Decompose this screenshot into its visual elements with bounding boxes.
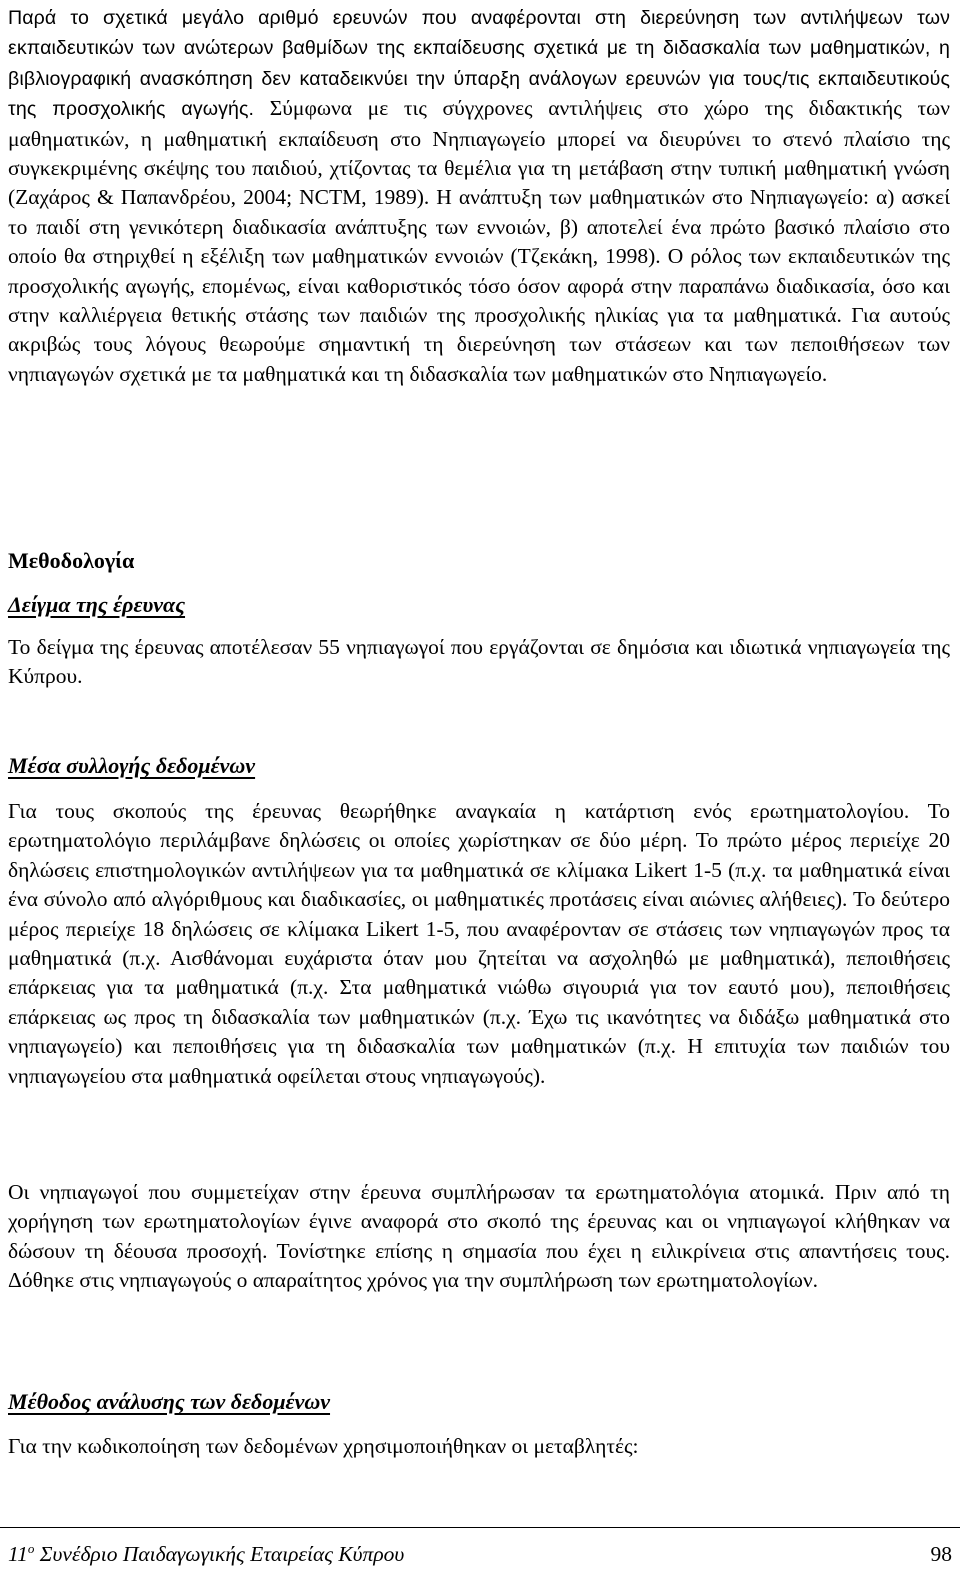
instruments-paragraph-2 [8, 1178, 950, 1296]
instruments-text-1: Για τους σκοπούς της έρευνας θεωρήθηκε αναγκαία η κατάρτιση ενός ερωτηματολογίου. Το ερωτηματολόγιο περιλάμβανε δηλώσεις οι οποίες χωρίστηκαν σε δύο μέρη. Το πρώτο μέρος περιείχε 20 δηλώσεις επιστημολογικών αντιλήψεων για τα μαθηματικά σε κλίμακα Likert 1-5 (π.χ. τα μαθηματικά είναι ένα σύνολο από αλγόριθμους και διαδικασίες, οι μαθηματικές προτάσεις είναι αιώνιες αλήθειες). Το δεύτερο μέρος περιείχε 18 δηλώσεις σε κλίμακα Likert 1-5, που αναφέρονταν σε στάσεις των νηπιαγωγών προς τα μαθηματικά (π.χ. Αισθάνομαι ευχάριστα όταν μου ζητείται να ασχοληθώ με μαθηματικά), πεποιθήσεις επάρκειας για τα μαθηματικά (π.χ. Στα μαθηματικά νιώθω σιγουριά για τον εαυτό μου), πεποιθήσεις επάρκειας ως προς τη διδασκαλία των μαθηματικών (π.χ. Έχω τις ικανότητες να διδάξω μαθηματικά στο νηπιαγωγείο) και πεποιθήσεις για τη διδασκαλία των μαθηματικών (π.χ. Η επιτυχία των παιδιών του νηπιαγωγείου στα μαθηματικά οφείλεται στους νηπιαγωγούς). [8, 799, 950, 1088]
conference-ordinal-suffix: ο [27, 1540, 35, 1556]
instruments-paragraph-1 [8, 797, 950, 1091]
sample-text: Το δείγμα της έρευνας αποτέλεσαν 55 νηπιαγωγοί που εργάζονται σε δημόσια και ιδιωτικά νηπιαγωγεία της Κύπρου. [8, 635, 950, 689]
conference-name: Συνέδριο Παιδαγωγικής Εταιρείας Κύπρου [34, 1542, 405, 1566]
intro-part-c: NCTM, 1989). Η ανάπτυξη των μαθηματικών στο Νηπιαγωγείο: α) ασκεί το παιδί στη γενικότερη διαδικασία ανάπτυξης των εννοιών, β) αποτελεί ένα πρώτο βασικό πλαίσιο στο οποίο θα στηριχθεί η εξέλιξη των μαθηματικών εννοιών (Τζεκάκη, 1998). Ο ρόλος των εκπαιδευτικών της προσχολικής αγωγής, επομένως, είναι καθοριστικός τόσο όσον αφορά στην παραπάνω διαδικασία, όσο και στην καλλιέργεια θετικής στάσης των παιδιών της προσχολικής ηλικίας για τα μαθηματικά. Για αυτούς ακριβώς τους λόγους θεωρούμε σημαντική τη διερεύνηση των στάσεων και των πεποιθήσεων των νηπιαγωγών σχετικά με τα μαθηματικά και τη διδασκαλία των μαθηματικών στο Νηπιαγωγείο. [8, 185, 950, 386]
sample-paragraph [8, 633, 950, 692]
page-number: 98 [930, 1542, 952, 1566]
instruments-text-2: Οι νηπιαγωγοί που συμμετείχαν στην έρευνα συμπλήρωσαν τα ερωτηματολόγια ατομικά. Πριν από τη χορήγηση των ερωτηματολογίων έγινε αναφορά στο σκοπό της έρευνας και οι νηπιαγωγοί κλήθηκαν να δώσουν τη δέουσα προσοχή. Τονίστηκε επίσης η σημασία που έχει η ειλικρίνεια στις απαντήσεις τους. Δόθηκε στις νηπιαγωγούς ο απαραίτητος χρόνος για την συμπλήρωση των ερωτηματολογίων. [8, 1180, 950, 1293]
analysis-paragraph [8, 1432, 950, 1461]
sample-heading: Δείγμα της έρευνας [8, 592, 186, 617]
intro-paragraph [8, 3, 950, 389]
conference-title [8, 1537, 404, 1571]
methodology-heading: Μεθοδολογία [8, 548, 135, 573]
conference-ordinal-number: 11 [8, 1542, 28, 1566]
footer-divider [0, 1527, 960, 1528]
page-footer [8, 1537, 952, 1571]
analysis-text: Για την κωδικοποίηση των δεδομένων χρησιμοποιήθηκαν οι μεταβλητές: [8, 1434, 639, 1458]
intro-part-b: Σύμφωνα με τις σύγχρονες αντιλήψεις στο χώρο της διδακτικής των μαθηματικών, η μαθηματική εκπαίδευση στο Νηπιαγωγείο μπορεί να διευρύνει το στενό πλαίσιο της συγκεκριμένης σκέψης του παιδιού, χτίζοντας τα θεμέλια για τη μετάβαση στην τυπική μαθηματική γνώση (Ζαχάρος & Παπανδρέου, 2004; [8, 96, 950, 210]
analysis-heading: Μέθοδος ανάλυσης των δεδομένων [8, 1389, 331, 1414]
intro-part-a: Παρά το σχετικά μεγάλο αριθμό ερευνών που αναφέρονται στη διερεύνηση των αντιλήψεων των εκπαιδευτικών των ανώτερων βαθμίδων της εκπαίδευσης σχετικά με τη διδασκαλία των μαθηματικών, η βιβλιογραφική ανασκόπηση δεν καταδεικνύει την ύπαρξη ανάλογων ερευνών για τους/τις εκπαιδευτικούς της προσχολικής αγωγής. [8, 7, 950, 121]
instruments-heading: Μέσα συλλογής δεδομένων [8, 753, 256, 778]
